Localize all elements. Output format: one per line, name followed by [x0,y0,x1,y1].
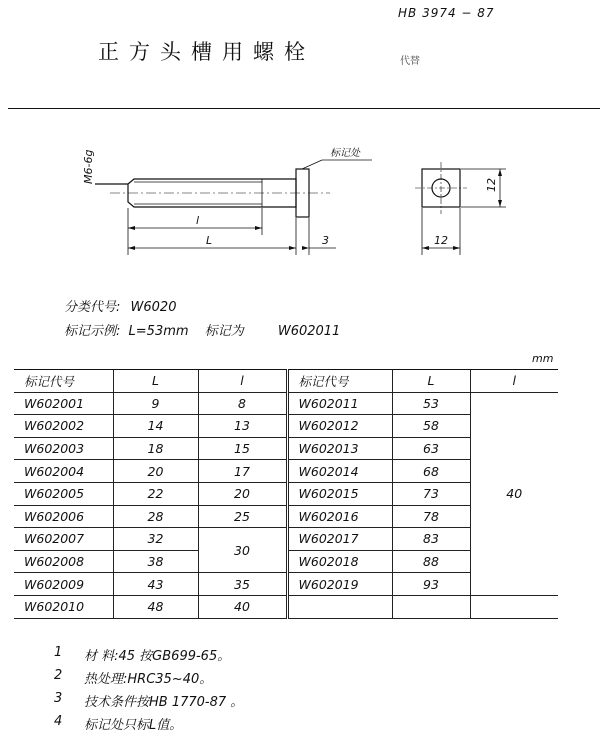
row-code: W602007 [14,528,113,551]
note-text: 材 料:45 按GB699-65。 [84,649,231,664]
classification-line [64,296,176,315]
row-l: 17 [198,460,287,483]
note-number: 4 [54,714,63,729]
row-code: W602003 [14,437,113,460]
row-L: 18 [113,437,198,460]
marking-example-label: 标记示例: [64,324,121,339]
note-item [54,691,243,714]
row-code-right: W602017 [287,528,392,551]
row-l: 20 [198,482,287,505]
dim-l-label: l [196,214,200,227]
replaces-note: 代替 [400,56,420,67]
row-code: W602004 [14,460,113,483]
dim-side-height-label: 12 [485,178,498,192]
table-row [14,392,558,415]
note-number: 1 [54,645,63,660]
row-l: 15 [198,437,287,460]
note-number: 3 [54,691,63,706]
row-L-right: 63 [392,437,470,460]
row-L-right: 73 [392,482,470,505]
row-code-right: W602013 [287,437,392,460]
row-L: 32 [113,528,198,551]
row-code-right: W602019 [287,573,392,596]
row-code: W602009 [14,573,113,596]
row-code-right: W602012 [287,415,392,438]
empty-cell [392,595,470,618]
row-code: W602008 [14,550,113,573]
mark-label: 标记处 [330,148,360,159]
bolt-drawing [0,140,600,265]
note-item [54,668,243,691]
table-unit: mm [532,352,554,365]
mark-leader-line [302,160,322,169]
empty-cell [470,595,558,618]
thread-label: M6-6g [82,149,95,184]
standard-number: HB 3974 − 87 [398,6,495,20]
spec-table [14,369,558,619]
row-code: W602010 [14,595,113,618]
row-L: 20 [113,460,198,483]
table-row [14,595,558,618]
note-text: 标记处只标L值。 [84,718,183,733]
row-code-right: W602016 [287,505,392,528]
classification-code: W6020 [130,300,177,315]
row-L-right: 58 [392,415,470,438]
row-L-right: 93 [392,573,470,596]
row-code: W602002 [14,415,113,438]
header-code-right: 标记代号 [287,370,392,393]
row-L-right: 53 [392,392,470,415]
row-l: 8 [198,392,287,415]
row-l: 13 [198,415,287,438]
header-l-right: l [470,370,558,393]
header-l: l [198,370,287,393]
row-code-right: W602011 [287,392,392,415]
row-l: 35 [198,573,287,596]
notes-list [54,645,243,737]
row-l: 25 [198,505,287,528]
table-header-row [14,370,558,393]
row-L: 28 [113,505,198,528]
row-L: 43 [113,573,198,596]
row-L-right: 88 [392,550,470,573]
row-l: 40 [198,595,287,618]
marking-as-label: 标记为 [204,324,244,339]
header-code: 标记代号 [14,370,113,393]
row-code-right: W602018 [287,550,392,573]
row-code-right: W602014 [287,460,392,483]
note-text: 技术条件按HB 1770-87 。 [84,695,244,710]
marking-example-code: W602011 [277,324,341,339]
header-L-right: L [392,370,470,393]
classification-label: 分类代号: [64,300,121,315]
note-item [54,714,243,737]
note-text: 热处理:HRC35~40。 [84,672,213,687]
row-code: W602001 [14,392,113,415]
merged-l-right: 40 [470,392,558,595]
row-L-right: 83 [392,528,470,551]
header-divider [8,108,600,109]
header-L: L [113,370,198,393]
page-title: 正方头槽用螺栓 [98,40,315,64]
row-L: 48 [113,595,198,618]
row-code-right: W602015 [287,482,392,505]
dim-side-width-label: 12 [434,234,448,247]
row-L: 22 [113,482,198,505]
row-L-right: 78 [392,505,470,528]
dim-head-label: 3 [322,234,329,247]
marking-example-line [64,320,340,339]
note-number: 2 [54,668,63,683]
note-item [54,645,243,668]
row-L: 14 [113,415,198,438]
row-L-right: 68 [392,460,470,483]
marking-example-value: L=53mm [128,324,189,339]
row-L: 9 [113,392,198,415]
row-L: 38 [113,550,198,573]
row-code: W602006 [14,505,113,528]
row-code: W602005 [14,482,113,505]
empty-cell [287,595,392,618]
merged-l: 30 [198,528,287,573]
dim-L-label: L [206,234,213,247]
